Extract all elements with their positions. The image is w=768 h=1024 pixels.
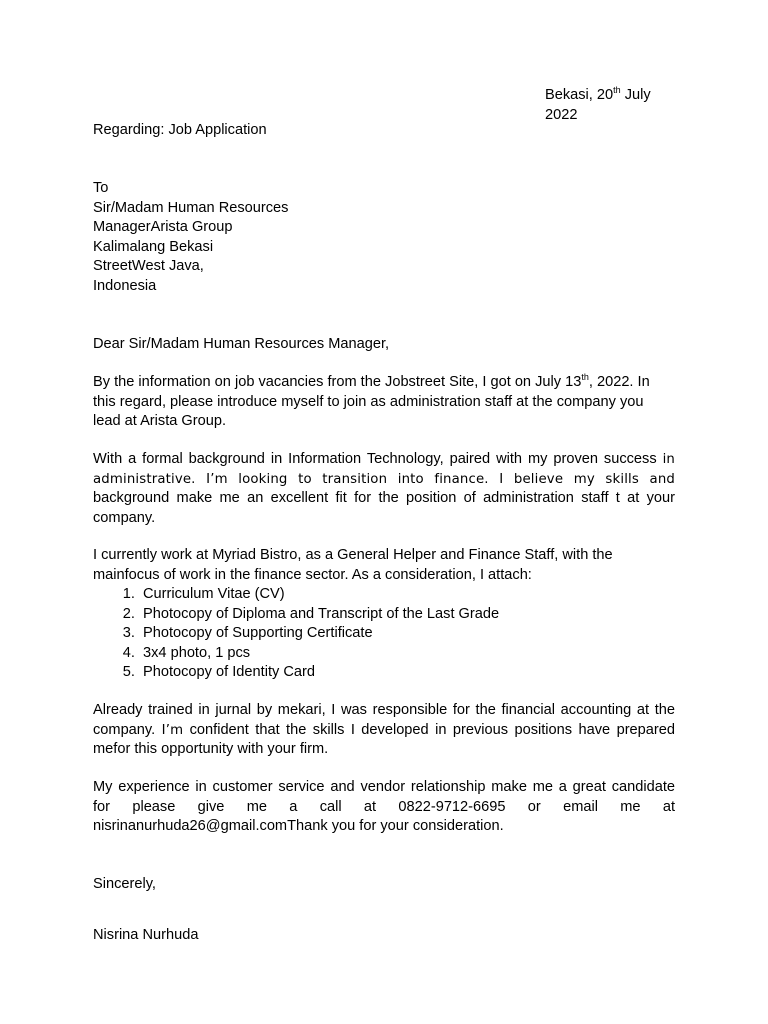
attachment-item: 5. Photocopy of Identity Card	[139, 663, 675, 683]
paragraph-training-text-end: confident that the skills I developed in previous positions have prepared mefor this opportunity with your firm.	[93, 721, 675, 757]
attachment-item: 2. Photocopy of Diploma and Transcript of the Last Grade	[139, 605, 675, 625]
paragraph-background-text: With a formal background in Information Technology, paired with my proven success	[93, 451, 663, 467]
closing: Sincerely,	[93, 876, 156, 892]
paragraph-training-im: I’m	[161, 722, 184, 738]
recipient-line: ManagerArista Group	[93, 219, 233, 235]
recipient-line: StreetWest Java,	[93, 258, 204, 274]
paragraph-training-text: Already trained in jurnal by mekari, I was responsible for the financial accounting at the company.	[93, 702, 675, 738]
attachment-item: 4. 3x4 photo, 1 pcs	[139, 644, 675, 664]
paragraph-current-work	[93, 546, 675, 683]
recipient-line: Kalimalang Bekasi	[93, 238, 214, 255]
paragraph-background	[93, 450, 675, 528]
attachment-item: 1. Curriculum Vitae (CV)	[139, 585, 675, 605]
paragraph-intro-text: By the information on job vacancies from the Jobstreet Site, I got on July 13	[93, 374, 582, 390]
recipient-line: Sir/Madam Human Resources	[93, 199, 289, 216]
regarding-line: Regarding: Job Application	[93, 122, 267, 138]
paragraph-intro	[93, 373, 675, 432]
paragraph-background-transition: in administrative. I’m looking to transition into finance. I believe my skills and	[93, 452, 675, 487]
date-suffix: th	[581, 372, 589, 383]
letter-date	[545, 86, 685, 125]
paragraph-intro-text-end: , 2022. In this regard, please introduce myself to join as administration staff at the company you lead at Arista Group.	[93, 374, 650, 429]
paragraph-training	[93, 701, 675, 760]
date-month-year: July 2022	[545, 87, 651, 123]
recipient-address	[93, 179, 675, 296]
date-day-suffix: th	[613, 85, 621, 96]
attachment-list	[93, 585, 675, 683]
date-place: Bekasi, 20	[545, 87, 614, 103]
paragraph-background-text-end: background make me an excellent fit for the position of administration staff t at your company.	[93, 490, 675, 526]
signature-name: Nisrina Nurhuda	[93, 927, 199, 943]
recipient-line: Indonesia	[93, 277, 157, 294]
salutation: Dear Sir/Madam Human Resources Manager,	[93, 336, 390, 352]
paragraph-current-work-text: I currently work at Myriad Bistro, as a General Helper and Finance Staff, with the mainfocus of work in the finance sector. As a consideration, I attach:	[93, 547, 613, 583]
attachment-item: 3. Photocopy of Supporting Certificate	[139, 624, 675, 644]
paragraph-contact: My experience in customer service and vendor relationship make me a great candidate for please give me a call at 0822-9712-6695 or email me at nisrinanurhuda26@gmail.comThank you for your consideration.	[93, 779, 675, 834]
recipient-line: To	[93, 180, 109, 196]
